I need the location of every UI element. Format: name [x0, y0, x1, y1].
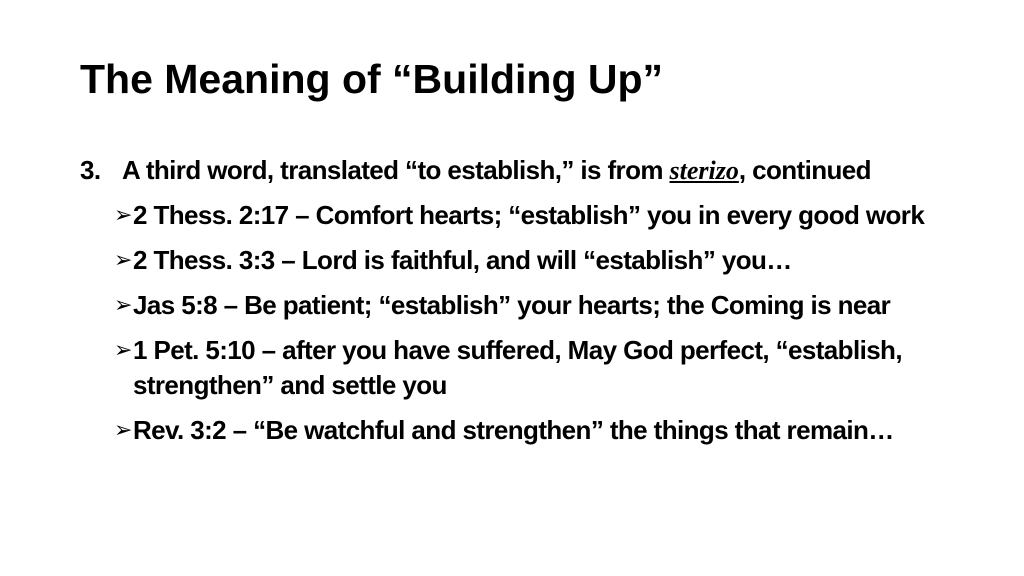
- bullet-text: Jas 5:8 – Be patient; “establish” your hearts; the Coming is near: [133, 290, 891, 320]
- point-text-before: A third word, translated “to establish,” is from: [122, 155, 670, 185]
- bullet-text: Rev. 3:2 – “Be watchful and strengthen” the things that remain…: [133, 415, 894, 445]
- bullet-item: [80, 288, 980, 323]
- arrow-bullet-icon: ➢: [114, 293, 133, 318]
- point-number: 3.: [80, 155, 101, 185]
- slide-title: The Meaning of “Building Up”: [80, 56, 664, 102]
- point-text-after: , continued: [738, 155, 871, 185]
- arrow-bullet-icon: ➢: [114, 203, 133, 228]
- bullet-text: 1 Pet. 5:10 – after you have suffered, May God perfect, “establish, strengthen” and settle you: [133, 335, 902, 400]
- slide-body: [80, 153, 980, 458]
- numbered-point: [80, 153, 980, 188]
- bullet-item: [80, 198, 980, 233]
- greek-term: sterizo: [669, 156, 739, 185]
- bullet-item: [80, 243, 980, 278]
- bullet-text: 2 Thess. 3:3 – Lord is faithful, and will “establish” you…: [133, 245, 792, 275]
- bullet-item: [80, 333, 980, 403]
- bullet-list: [80, 198, 980, 448]
- bullet-item: [80, 413, 980, 448]
- bullet-text: 2 Thess. 2:17 – Comfort hearts; “establish” you in every good work: [133, 200, 925, 230]
- arrow-bullet-icon: ➢: [114, 338, 133, 363]
- arrow-bullet-icon: ➢: [114, 248, 133, 273]
- arrow-bullet-icon: ➢: [114, 418, 133, 443]
